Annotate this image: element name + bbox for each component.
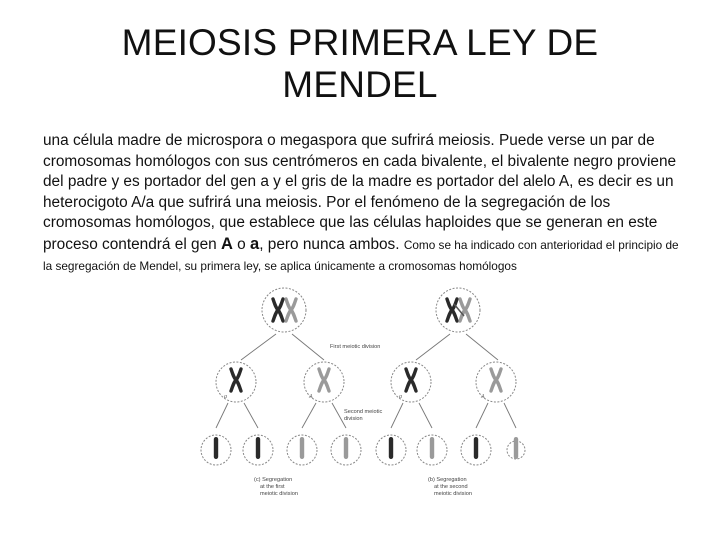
allele-label: A	[481, 394, 485, 400]
allele-label: a	[224, 394, 227, 400]
daughter-cell-2	[304, 362, 344, 402]
slide-body-text	[43, 131, 679, 276]
body-connector: o	[232, 235, 251, 253]
body-small-text: Como se ha indicado con anterioridad el principio de la segregación de Mendel, su primera ley, se aplica únicamente a cromosomas homólogos	[43, 237, 679, 273]
caption-c-line2: at the first	[260, 484, 285, 490]
gamete-cells	[201, 435, 525, 465]
parent-cell-right	[436, 288, 480, 332]
daughter-cell-4	[476, 362, 516, 402]
daughter-cell-1	[216, 362, 256, 402]
meiosis-segregation-figure	[196, 282, 526, 500]
gene-a-label: a	[250, 234, 260, 253]
allele-label: a	[399, 394, 402, 400]
second-meiotic-division-label: Second meiotic	[344, 409, 383, 415]
body-main-text: una célula madre de microspora o megaspora que sufrirá meiosis. Puede verse un par de cromosomas homólogos con sus centrómeros en cada bivalente, el bivalente negro proviene del padre y es portador del gen a y el gris de la madre es portador del alelo A, es decir es un heterocigoto A/a que sufrirá una meiosis. Por el fenómeno de la segregación de los cromosomas homólogos, que establece que las células haploides que se generan en este proceso contendrá el gen	[43, 132, 677, 253]
slide-title: MEIOSIS PRIMERA LEY DE MENDEL	[121, 22, 599, 105]
caption-b-line1: (b) Segregation	[428, 477, 467, 483]
first-meiotic-division-label: First meiotic division	[330, 344, 381, 350]
parent-cell-left	[262, 288, 306, 332]
caption-b-line2: at the second	[434, 484, 468, 490]
caption-c-line1: (c) Segregation	[254, 477, 293, 483]
caption-c-line3: meiotic division	[260, 491, 298, 497]
body-after-text: , pero nunca ambos.	[259, 235, 404, 253]
gene-A-label: A	[220, 234, 233, 253]
allele-label: A	[309, 394, 313, 400]
division-arrows-second	[216, 403, 516, 428]
second-meiotic-division-label-2: division	[344, 416, 363, 422]
daughter-cell-3	[391, 362, 431, 402]
caption-b-line3: meiotic division	[434, 491, 472, 497]
